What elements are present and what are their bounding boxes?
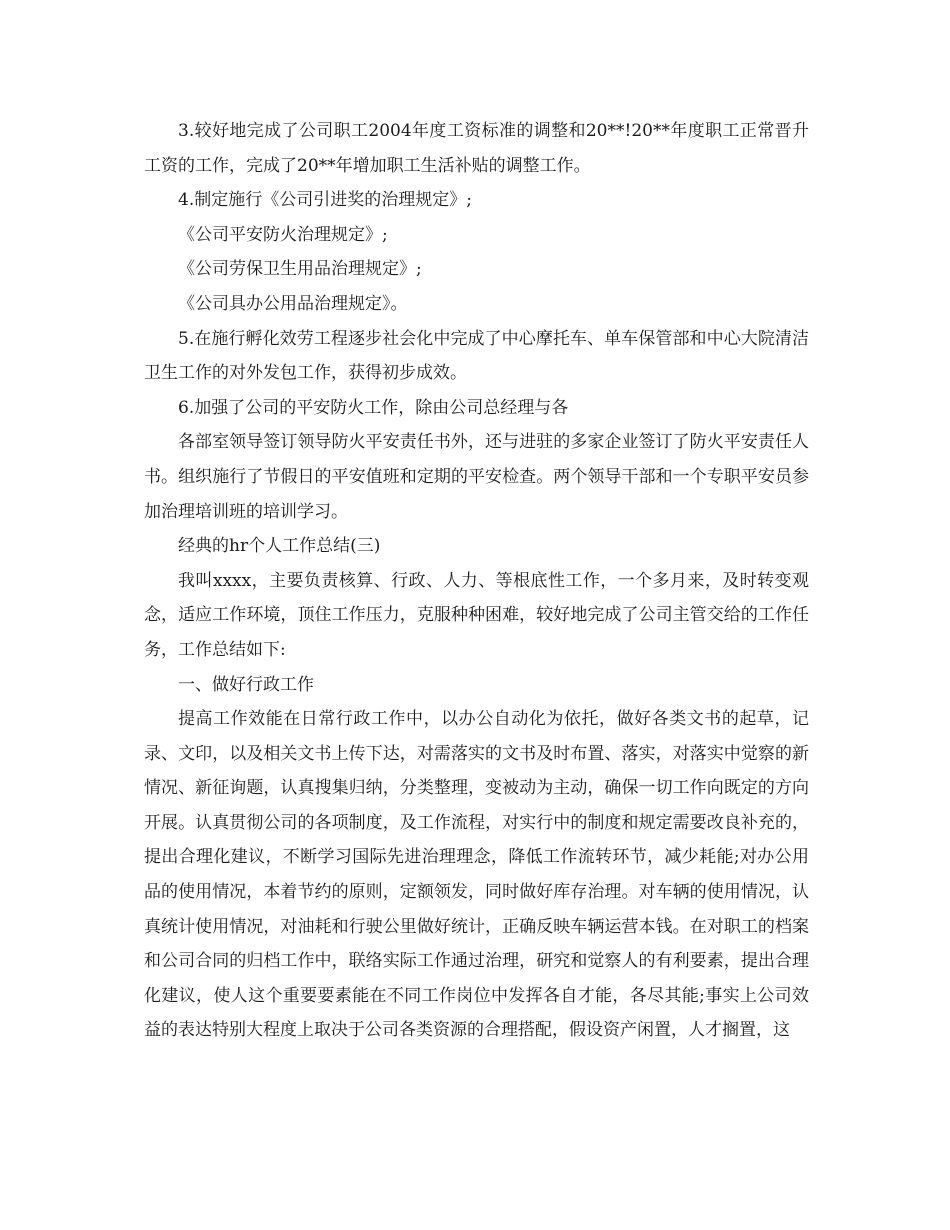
paragraph-item-5: 5.在施行孵化效劳工程逐步社会化中完成了中心摩托车、单车保管部和中心大院清洁卫生工作的对外发包工作，获得初步成效。	[144, 328, 809, 384]
paragraph-labor-rules: 《公司劳保卫生用品治理规定》;	[178, 259, 422, 280]
paragraph-item-6: 6.加强了公司的平安防火工作，除由公司总经理与各	[178, 397, 569, 418]
section-heading-admin-work: 一、做好行政工作	[178, 674, 314, 695]
paragraph-admin-details: 提高工作效能在日常行政工作中，以办公自动化为依托，做好各类文书的起草，记录、文印，以及相关文书上传下达，对需落实的文书及时布置、落实，对落实中觉察的新情况、新征询题，认真搜集归纳，分类整理，变被动为主动，确保一切工作向既定的方向开展。认真贯彻公司的各项制度，及工作流程，对实行中的制度和规定需要改良补充的，提出合理化建议，不断学习国际先进治理理念，降低工作流转环节，减少耗能;对办公用品的使用情况，本着节约的原则，定额领发，同时做好库存治理。对车辆的使用情况，认真统计使用情况，对油耗和行驶公里做好统计，正确反映车辆运营本钱。在对职工的档案和公司合同的归档工作中，联络实际工作通过治理，研究和觉察人的有利要素，提出合理化建议，使人这个重要要素能在不同工作岗位中发挥各自才能，各尽其能;事实上公司效益的表达特别大程度上取决于公司各类资源的合理搭配，假设资产闲置，人才搁置，这	[144, 709, 809, 1041]
section-heading-summary-3: 经典的hr个人工作总结(三)	[178, 536, 381, 557]
paragraph-item-4: 4.制定施行《公司引进奖的治理规定》;	[178, 190, 472, 211]
paragraph-department-safety: 各部室领导签订领导防火平安责任书外，还与进驻的多家企业签订了防火平安责任人书。组织施行了节假日的平安值班和定期的平安检查。两个领导干部和一个专职平安员参加治理培训班的培训学习。	[144, 432, 809, 522]
paragraph-fire-rules: 《公司平安防火治理规定》;	[178, 224, 388, 245]
paragraph-office-rules: 《公司具办公用品治理规定》。	[178, 293, 408, 314]
paragraph-item-3: 3.较好地完成了公司职工2004年度工资标准的调整和20**!20**年度职工正常晋升工资的工作，完成了20**年增加职工生活补贴的调整工作。	[144, 121, 809, 176]
paragraph-introduction: 我叫xxxx，主要负责核算、行政、人力、等根底性工作，一个多月来，及时转变观念，适应工作环境，顶住工作压力，克服种种困难，较好地完成了公司主管交给的工作任务，工作总结如下:	[144, 570, 809, 660]
document-body	[144, 114, 809, 1048]
